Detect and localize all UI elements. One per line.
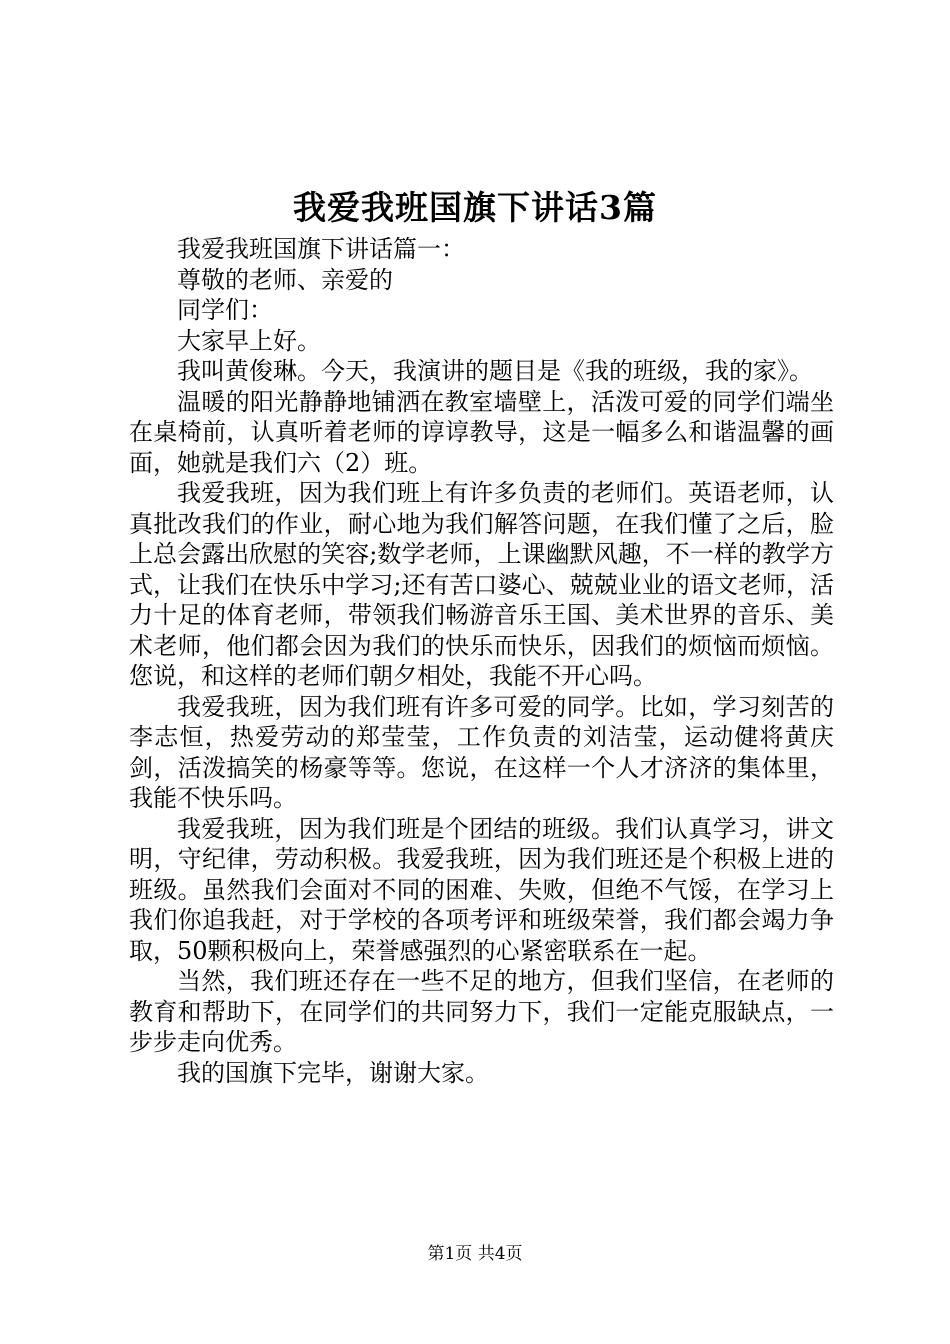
paragraph-class-scene: 温暖的阳光静静地铺洒在教室墙壁上，活泼可爱的同学们端坐在桌椅前，认真听着老师的谆谆教导，这是一幅多么和谐温馨的画面，她就是我们六（2）班。 bbox=[129, 387, 834, 477]
paragraph-teachers: 我爱我班，因为我们班上有许多负责的老师们。英语老师，认真批改我们的作业，耐心地为我们解答问题，在我们懂了之后，脸上总会露出欣慰的笑容;数学老师，上课幽默风趣，不一样的教学方式，让我们在快乐中学习;还有苦口婆心、兢兢业业的语文老师，活力十足的体育老师，带领我们畅游音乐王国、美术世界的音乐、美术老师，他们都会因为我们的快乐而快乐，因我们的烦恼而烦恼。您说，和这样的老师们朝夕相处，我能不开心吗。 bbox=[129, 479, 834, 690]
document-body bbox=[129, 234, 834, 1088]
document-title: 我爱我班国旗下讲话3篇 bbox=[293, 188, 657, 227]
paragraph-closing: 我的国旗下完毕，谢谢大家。 bbox=[177, 1058, 489, 1087]
paragraph-salutation-teachers: 尊敬的老师、亲爱的 bbox=[177, 265, 393, 294]
paragraph-unity: 我爱我班，因为我们班是个团结的班级。我们认真学习，讲文明，守纪律，劳动积极。我爱我班，因为我们班还是个积极上进的班级。虽然我们会面对不同的困难、失败，但绝不气馁，在学习上我们你追我赶，对于学校的各项考评和班级荣誉，我们都会竭力争取，50颗积极向上，荣誉感强烈的心紧密联系在一起。 bbox=[129, 814, 834, 965]
paragraph-introduction: 我叫黄俊琳。今天，我演讲的题目是《我的班级，我的家》。 bbox=[177, 357, 813, 385]
paragraph-classmates: 我爱我班，因为我们班有许多可爱的同学。比如，学习刻苦的李志恒，热爱劳动的郑莹莹，工作负责的刘洁莹，运动健将黄庆剑，活泼搞笑的杨豪等等。您说，在这样一个人才济济的集体里，我能不快乐吗。 bbox=[129, 692, 834, 812]
paragraph-shortcomings: 当然，我们班还存在一些不足的地方，但我们坚信，在老师的教育和帮助下，在同学们的共同努力下，我们一定能克服缺点，一步步走向优秀。 bbox=[129, 967, 834, 1056]
paragraph-salutation-classmates: 同学们： bbox=[177, 296, 273, 324]
paragraph-greeting: 大家早上好。 bbox=[177, 326, 321, 355]
page-number-footer: 第1页 共4页 bbox=[427, 1244, 523, 1264]
paragraph-speech-heading: 我爱我班国旗下讲话篇一： bbox=[177, 235, 465, 263]
